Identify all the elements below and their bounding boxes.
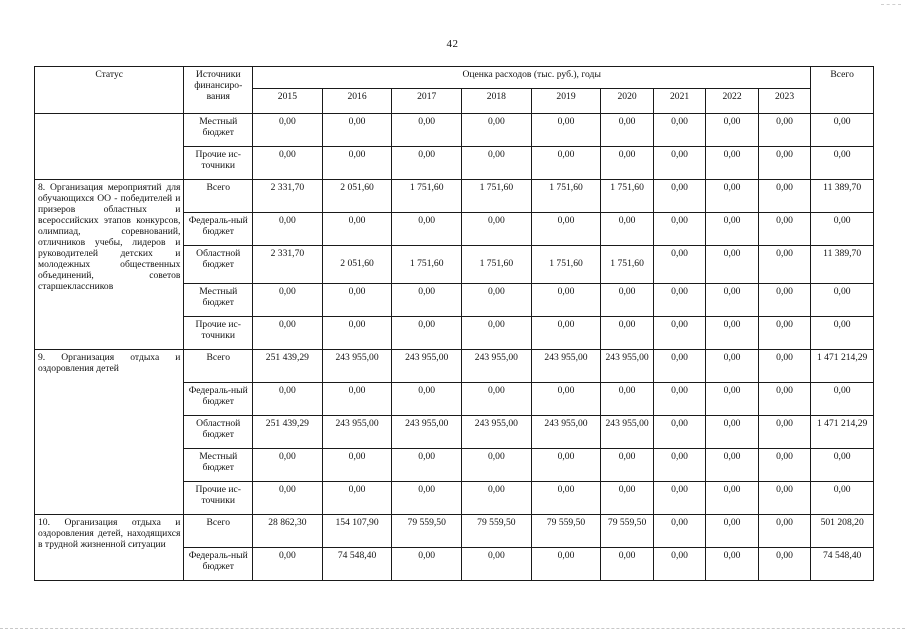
expense-value-cell: 0,00 [706, 449, 758, 482]
expense-value-cell: 0,00 [706, 416, 758, 449]
table-row [35, 350, 874, 383]
expense-value-cell: 0,00 [531, 147, 601, 180]
expense-value-cell: 0,00 [706, 548, 758, 581]
expense-value-cell [392, 246, 462, 284]
year-header: 2018 [462, 89, 532, 114]
expense-value-cell: 79 559,50 [392, 515, 462, 548]
expense-value-cell: 0,00 [322, 449, 392, 482]
expense-value-cell: 243 955,00 [531, 350, 601, 383]
expense-value-cell: 0,00 [653, 147, 705, 180]
expense-value-cell: 0,00 [601, 317, 653, 350]
expense-value-cell: 0,00 [462, 548, 532, 581]
expense-value-cell: 0,00 [601, 548, 653, 581]
funding-source-cell: Местный бюджет [184, 284, 253, 317]
expense-value-cell: 0,00 [653, 515, 705, 548]
expense-value-cell: 1 751,60 [462, 180, 532, 213]
expense-value-cell: 0,00 [653, 180, 705, 213]
total-value-cell: 11 389,70 [811, 180, 874, 213]
expense-value-cell: 243 955,00 [392, 416, 462, 449]
expense-value-cell: 251 439,29 [253, 416, 323, 449]
expense-value: 1 751,60 [610, 258, 644, 269]
expense-value: 1 751,60 [549, 258, 583, 269]
expense-value-cell: 0,00 [706, 246, 758, 284]
funding-source-cell: Областной бюджет [184, 246, 253, 284]
table-row [35, 180, 874, 213]
status-cell: 9. Организация отдыха и оздоровления детей [35, 350, 184, 515]
expense-value-cell: 243 955,00 [601, 350, 653, 383]
expense-value-cell: 0,00 [392, 147, 462, 180]
expense-value-cell: 0,00 [392, 449, 462, 482]
total-value-cell: 501 208,20 [811, 515, 874, 548]
expense-value-cell: 0,00 [462, 383, 532, 416]
expense-value-cell: 0,00 [392, 383, 462, 416]
expense-value-cell: 0,00 [758, 416, 811, 449]
expense-value-cell: 0,00 [253, 449, 323, 482]
table-row [35, 515, 874, 548]
expense-value-cell: 0,00 [322, 284, 392, 317]
total-value-cell: 0,00 [811, 114, 874, 147]
expense-value-cell: 0,00 [462, 213, 532, 246]
expense-value-cell: 0,00 [758, 147, 811, 180]
expense-value-cell: 0,00 [462, 147, 532, 180]
expense-value-cell: 0,00 [601, 213, 653, 246]
expense-value-cell: 0,00 [531, 449, 601, 482]
expense-value-cell: 0,00 [392, 317, 462, 350]
expense-value-cell: 0,00 [253, 147, 323, 180]
expense-value-cell: 0,00 [758, 350, 811, 383]
budget-table-body [35, 114, 874, 581]
expense-value-cell: 243 955,00 [462, 350, 532, 383]
expense-value: 1 751,60 [409, 258, 444, 269]
table-row [35, 114, 874, 147]
expense-value-cell: 0,00 [392, 284, 462, 317]
expense-value-cell: 243 955,00 [392, 350, 462, 383]
expense-value-cell: 0,00 [531, 548, 601, 581]
expense-value-cell: 0,00 [758, 548, 811, 581]
expense-value-cell: 0,00 [706, 515, 758, 548]
expense-value-cell: 79 559,50 [462, 515, 532, 548]
expense-value-cell: 0,00 [706, 114, 758, 147]
expense-value-cell: 0,00 [601, 383, 653, 416]
expense-value-cell: 0,00 [253, 284, 323, 317]
expense-value-cell: 251 439,29 [253, 350, 323, 383]
expense-value-cell: 0,00 [322, 213, 392, 246]
expense-value-cell: 0,00 [706, 147, 758, 180]
expense-value-cell: 0,00 [758, 482, 811, 515]
expense-value-cell: 79 559,50 [531, 515, 601, 548]
total-value-cell: 11 389,70 [811, 246, 874, 284]
year-header: 2015 [253, 89, 323, 114]
expense-value-cell: 0,00 [653, 383, 705, 416]
expense-value-cell: 0,00 [531, 482, 601, 515]
expense-value-cell: 0,00 [706, 383, 758, 416]
total-header: Всего [811, 67, 874, 114]
year-header: 2016 [322, 89, 392, 114]
total-value-cell: 0,00 [811, 147, 874, 180]
funding-source-cell: Прочие ис-точники [184, 317, 253, 350]
expense-value-cell: 0,00 [322, 147, 392, 180]
expense-value-cell: 0,00 [392, 114, 462, 147]
expense-value-cell: 0,00 [706, 284, 758, 317]
funding-source-cell: Местный бюджет [184, 449, 253, 482]
expense-value-cell: 79 559,50 [601, 515, 653, 548]
funding-source-cell: Всего [184, 180, 253, 213]
expense-value-cell: 0,00 [531, 317, 601, 350]
year-header: 2020 [601, 89, 653, 114]
page-number: 42 [446, 38, 459, 50]
expense-value-cell: 0,00 [253, 383, 323, 416]
expense-value-cell: 1 751,60 [531, 180, 601, 213]
expense-value-cell: 0,00 [392, 482, 462, 515]
expense-value-cell: 0,00 [653, 246, 705, 284]
total-value-cell: 74 548,40 [811, 548, 874, 581]
total-value-cell: 0,00 [811, 213, 874, 246]
expense-value-cell: 0,00 [653, 449, 705, 482]
year-header: 2021 [653, 89, 705, 114]
expense-value-cell: 0,00 [462, 449, 532, 482]
expense-value-cell: 243 955,00 [531, 416, 601, 449]
expense-value-cell: 0,00 [462, 114, 532, 147]
expense-value-cell: 0,00 [601, 114, 653, 147]
expense-value-cell: 0,00 [531, 114, 601, 147]
funding-source-cell: Федераль-ный бюджет [184, 548, 253, 581]
expense-value-cell: 1 751,60 [392, 180, 462, 213]
estimate-header: Оценка расходов (тыс. руб.), годы [253, 67, 811, 89]
year-header: 2023 [758, 89, 811, 114]
expense-value-cell: 0,00 [531, 213, 601, 246]
expense-value-cell: 0,00 [706, 180, 758, 213]
scan-edge-line [0, 628, 905, 629]
expense-value-cell: 0,00 [758, 246, 811, 284]
expense-value-cell: 0,00 [758, 317, 811, 350]
year-header: 2017 [392, 89, 462, 114]
expense-value-cell: 0,00 [758, 449, 811, 482]
expense-value-cell: 0,00 [392, 548, 462, 581]
expense-value-cell [462, 246, 532, 284]
expense-value-cell: 0,00 [653, 317, 705, 350]
expense-value-cell: 0,00 [462, 284, 532, 317]
year-header: 2019 [531, 89, 601, 114]
total-value-cell: 0,00 [811, 383, 874, 416]
funding-source-cell: Федераль-ный бюджет [184, 213, 253, 246]
expense-value-cell: 0,00 [653, 350, 705, 383]
total-value-cell: 0,00 [811, 317, 874, 350]
expense-value-cell [601, 246, 653, 284]
scan-corner-mark [881, 4, 901, 5]
funding-source-cell: Местный бюджет [184, 114, 253, 147]
total-value-cell: 1 471 214,29 [811, 416, 874, 449]
expense-value-cell: 243 955,00 [462, 416, 532, 449]
expense-value-cell: 0,00 [653, 416, 705, 449]
expense-value-cell: 0,00 [462, 317, 532, 350]
expense-value-cell: 74 548,40 [322, 548, 392, 581]
expense-value-cell: 0,00 [253, 482, 323, 515]
expense-value-cell: 243 955,00 [601, 416, 653, 449]
expense-value-cell: 2 051,60 [322, 180, 392, 213]
budget-table [34, 66, 874, 581]
status-cell: 10. Организация отдыха и оздоровления детей, находящихся в трудной жизненной ситуации [35, 515, 184, 581]
expense-value-cell: 0,00 [706, 482, 758, 515]
expense-value-cell: 0,00 [706, 317, 758, 350]
expense-value-cell: 0,00 [253, 317, 323, 350]
expense-value-cell: 0,00 [253, 114, 323, 147]
expense-value-cell: 243 955,00 [322, 416, 392, 449]
expense-value-cell: 0,00 [706, 350, 758, 383]
expense-value-cell: 154 107,90 [322, 515, 392, 548]
expense-value-cell: 0,00 [758, 284, 811, 317]
funding-source-cell: Федераль-ный бюджет [184, 383, 253, 416]
expense-value-cell: 0,00 [531, 284, 601, 317]
expense-value-cell: 0,00 [253, 548, 323, 581]
total-value-cell: 0,00 [811, 449, 874, 482]
expense-value-cell: 0,00 [758, 213, 811, 246]
expense-value-cell: 0,00 [322, 114, 392, 147]
expense-value-cell: 0,00 [653, 482, 705, 515]
funding-source-cell: Прочие ис-точники [184, 482, 253, 515]
status-cell: 8. Организация мероприятий для обучающихся ОО - победителей и призеров областных и всероссийских этапов конкурсов, олимпиад, соревнований, отличников учебы, лидеров и руководителей детских и молодежных общественных объединений, советов старшеклассников [35, 180, 184, 350]
status-cell [35, 114, 184, 180]
status-header: Статус [35, 67, 184, 114]
total-value-cell: 0,00 [811, 482, 874, 515]
expense-value-cell: 0,00 [758, 515, 811, 548]
expense-value-cell: 28 862,30 [253, 515, 323, 548]
expense-value-cell: 0,00 [322, 317, 392, 350]
expense-value-cell: 0,00 [653, 284, 705, 317]
total-value-cell: 0,00 [811, 284, 874, 317]
expense-value-cell: 0,00 [758, 180, 811, 213]
expense-value-cell: 0,00 [601, 147, 653, 180]
expense-value-cell: 243 955,00 [322, 350, 392, 383]
expense-value-cell: 2 331,70 [253, 246, 323, 284]
expense-value-cell: 0,00 [706, 213, 758, 246]
funding-source-cell: Всего [184, 515, 253, 548]
expense-value-cell: 0,00 [462, 482, 532, 515]
funding-source-cell: Прочие ис-точники [184, 147, 253, 180]
expense-value-cell: 1 751,60 [601, 180, 653, 213]
expense-value-cell: 0,00 [322, 383, 392, 416]
expense-value-cell: 0,00 [601, 284, 653, 317]
funding-source-cell: Всего [184, 350, 253, 383]
funding-source-cell: Областной бюджет [184, 416, 253, 449]
expense-value-cell: 0,00 [392, 213, 462, 246]
expense-value-cell: 0,00 [758, 114, 811, 147]
expense-value-cell: 0,00 [653, 114, 705, 147]
expense-value-cell [322, 246, 392, 284]
expense-value-cell: 2 331,70 [253, 180, 323, 213]
expense-value: 1 751,60 [479, 258, 514, 269]
expense-value-cell: 0,00 [653, 548, 705, 581]
expense-value-cell: 0,00 [758, 383, 811, 416]
expense-value-cell: 0,00 [653, 213, 705, 246]
expense-value-cell: 0,00 [601, 449, 653, 482]
expense-value-cell: 0,00 [322, 482, 392, 515]
expense-value-cell [531, 246, 601, 284]
expense-value-cell: 0,00 [253, 213, 323, 246]
source-header: Источники финансиро-вания [184, 67, 253, 114]
expense-value: 2 051,60 [340, 258, 374, 269]
expense-value-cell: 0,00 [531, 383, 601, 416]
year-header: 2022 [706, 89, 758, 114]
expense-value-cell: 0,00 [601, 482, 653, 515]
total-value-cell: 1 471 214,29 [811, 350, 874, 383]
